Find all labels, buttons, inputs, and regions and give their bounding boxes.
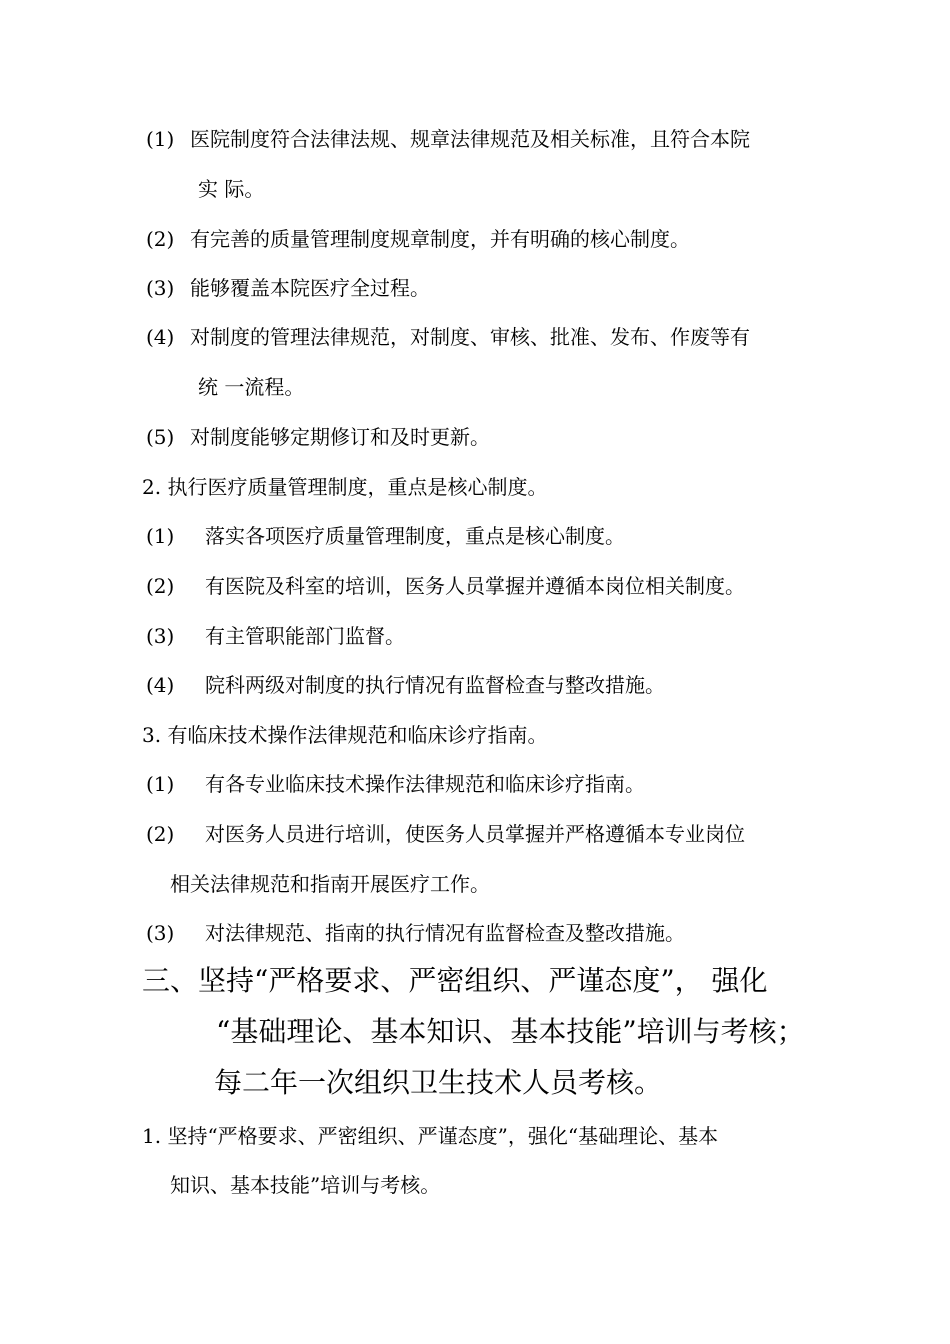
item-text: 有完善的质量管理制度规章制度，并有明确的核心制度。	[190, 227, 690, 251]
item-number: (1)	[146, 127, 175, 151]
item-number: (3)	[146, 624, 175, 648]
item-text: 有各专业临床技术操作法律规范和临床诊疗指南。	[205, 772, 645, 796]
item-text: 统 一流程。	[198, 375, 305, 399]
heading-text: 三、坚持“严格要求、严密组织、严谨态度”， 强化	[142, 964, 768, 997]
item-number: (5)	[146, 425, 175, 449]
item-number: (1)	[146, 772, 175, 796]
item-text: 相关法律规范和指南开展医疗工作。	[170, 872, 490, 896]
item-number: (2)	[146, 822, 175, 846]
heading-text: “基础理论、基本知识、基本技能”培训与考核；	[216, 1015, 805, 1048]
item-number: (2)	[146, 227, 175, 251]
section-title: 2. 执行医疗质量管理制度，重点是核心制度。	[142, 475, 548, 499]
item-text: 实 际。	[198, 177, 265, 201]
item-text: 对制度能够定期修订和及时更新。	[190, 425, 490, 449]
item-text: 有主管职能部门监督。	[205, 624, 405, 648]
item-number: (4)	[146, 325, 175, 349]
section-title: 3. 有临床技术操作法律规范和临床诊疗指南。	[142, 723, 548, 747]
item-text: 有医院及科室的培训，医务人员掌握并遵循本岗位相关制度。	[205, 574, 745, 598]
item-text: 医院制度符合法律法规、规章法律规范及相关标准，且符合本院	[190, 127, 750, 151]
paragraph-text: 1. 坚持“严格要求、严密组织、严谨态度”，强化“基础理论、基本	[142, 1124, 719, 1148]
item-text: 落实各项医疗质量管理制度，重点是核心制度。	[205, 524, 625, 548]
item-text: 对制度的管理法律规范，对制度、审核、批准、发布、作废等有	[190, 325, 750, 349]
item-number: (4)	[146, 673, 175, 697]
item-text: 院科两级对制度的执行情况有监督检查与整改措施。	[205, 673, 665, 697]
item-text: 对医务人员进行培训，使医务人员掌握并严格遵循本专业岗位	[205, 822, 745, 846]
item-number: (1)	[146, 524, 175, 548]
item-number: (3)	[146, 276, 175, 300]
item-text: 能够覆盖本院医疗全过程。	[190, 276, 430, 300]
item-number: (3)	[146, 921, 175, 945]
item-text: 对法律规范、指南的执行情况有监督检查及整改措施。	[205, 921, 685, 945]
item-number: (2)	[146, 574, 175, 598]
heading-text: 每二年一次组织卫生技术人员考核。	[214, 1066, 663, 1099]
paragraph-text: 知识、基本技能”培训与考核。	[170, 1173, 441, 1197]
